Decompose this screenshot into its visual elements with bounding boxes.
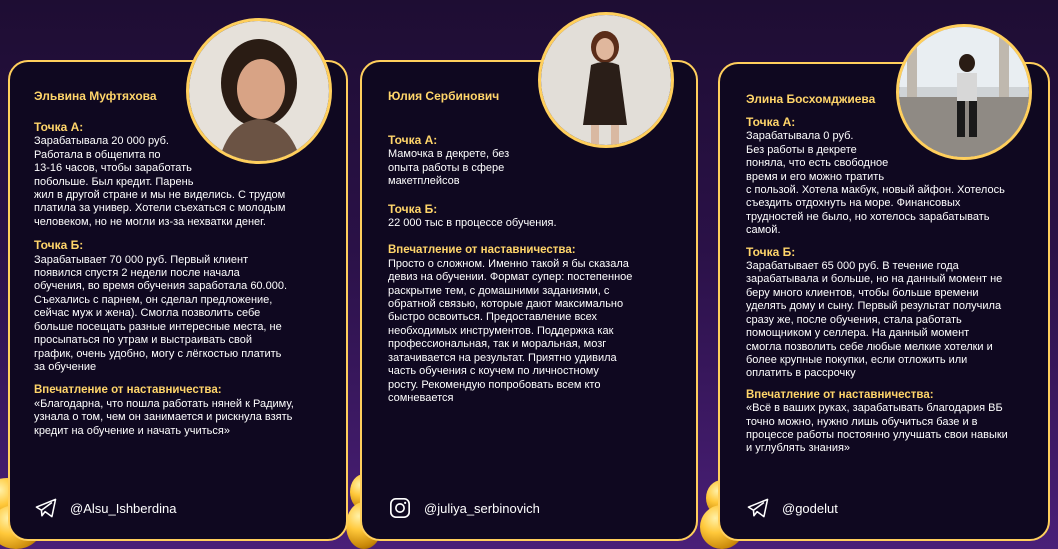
point-a-text: Мамочка в декрете, без опыта работы в сфере макетплейсов	[388, 148, 510, 188]
point-b-title: Точка Б:	[34, 238, 84, 253]
impression-text: «Всё в ваших руках, зарабатывать благодария ВБ точно можно, нужно лишь обучиться базе и в процессе работы постоянно улучшать свои навыки и углублять знания»	[746, 402, 1008, 455]
point-b-text: Зарабатывает 65 000 руб. В течение года зарабатывала и больше, но на данный момент не беру много клиентов, чтобы больше времени уделять дому и сыну. Первый результат получила сразу же, после обучения, стала работать помощником у селлера. На данный момент смогла позволить себе любые мелкие хотелки и более крупные покупки, если отложить или оплатить в рассрочку	[746, 260, 1003, 380]
point-b-title: Точка Б:	[746, 244, 796, 259]
point-a-title: Точка А:	[388, 133, 438, 147]
impression-title: Впечатление от наставничества:	[388, 244, 576, 257]
social-link[interactable]	[34, 496, 176, 520]
instagram-icon	[388, 496, 412, 520]
point-a-text: Зарабатывала 0 руб. Без работы в декрете поняла, что есть свободное время и его можно тратить с пользой. Хотела макбук, новый айфон. Хотелось съездить отдохнуть на море. Финансовых трудностей не было, но хотелось зарабатывать самой.	[746, 130, 1005, 237]
social-link[interactable]	[388, 496, 540, 520]
portrait-image	[541, 15, 671, 145]
impression-title: Впечатление от наставничества:	[746, 388, 934, 401]
point-b-title: Точка Б:	[388, 201, 438, 216]
person-name: Элина Босхомджиева	[746, 92, 876, 106]
social-handle: @juliya_serbinovich	[424, 500, 540, 516]
impression-text: «Благодарна, что пошла работать няней к Радиму, узнала о том, чем он занимается и рискнула взять кредит на обучение и начать учиться»	[34, 397, 294, 437]
social-handle: @Alsu_Ishberdina	[70, 500, 177, 516]
impression-text: Просто о сложном. Именно такой я бы сказала девиз на обучении. Формат супер: постепенное раскрытие тем, с домашними заданиями, с обратной связью, которые дают максимально быстро освоиться. Предоставление всех необходимых инструментов. Поддержка как профессиональная, так и моральная, мозг затачивается на результат. Приятно удивила часть обучения с коучем по личностному росту. Рекомендую попробовать всем кто сомневается	[388, 257, 633, 404]
point-a-text: Зарабатывала 20 000 руб. Работала в общепита по 13-16 часов, чтобы заработать побольше. Был кредит. Парень жил в другой стране и мы не виделись. С трудом платила за универ. Хотели съехаться с молодым человеком, но не могли из-за нехватки денег.	[34, 135, 286, 228]
card-body	[388, 134, 683, 405]
point-a-title: Точка А:	[34, 120, 84, 134]
point-b-text: Зарабатывает 70 000 руб. Первый клиент появился спустя 2 недели после начала обучения, во время обучения заработала 60.000. Съехались с парнем, он сделал предложение, сейчас муж и жена). Смогла позволить себе больше посещать разные интересные места, не просыпаться по утрам и выстраивать свой график, очень удобно, могу с лёгкостью платить за обучение	[34, 253, 288, 373]
card-body	[746, 116, 1044, 456]
telegram-icon	[34, 496, 58, 520]
point-a-title: Точка А:	[746, 115, 796, 129]
telegram-icon	[746, 496, 770, 520]
social-link[interactable]	[746, 496, 838, 520]
avatar	[538, 12, 674, 148]
impression-title: Впечатление от наставничества:	[34, 384, 222, 397]
card-body	[34, 121, 334, 438]
person-name: Эльвина Муфтяхова	[34, 89, 157, 103]
person-name: Юлия Сербинович	[388, 89, 500, 103]
social-handle: @godelut	[782, 500, 838, 516]
point-b-text: 22 000 тыс в процессе обучения.	[388, 217, 557, 230]
